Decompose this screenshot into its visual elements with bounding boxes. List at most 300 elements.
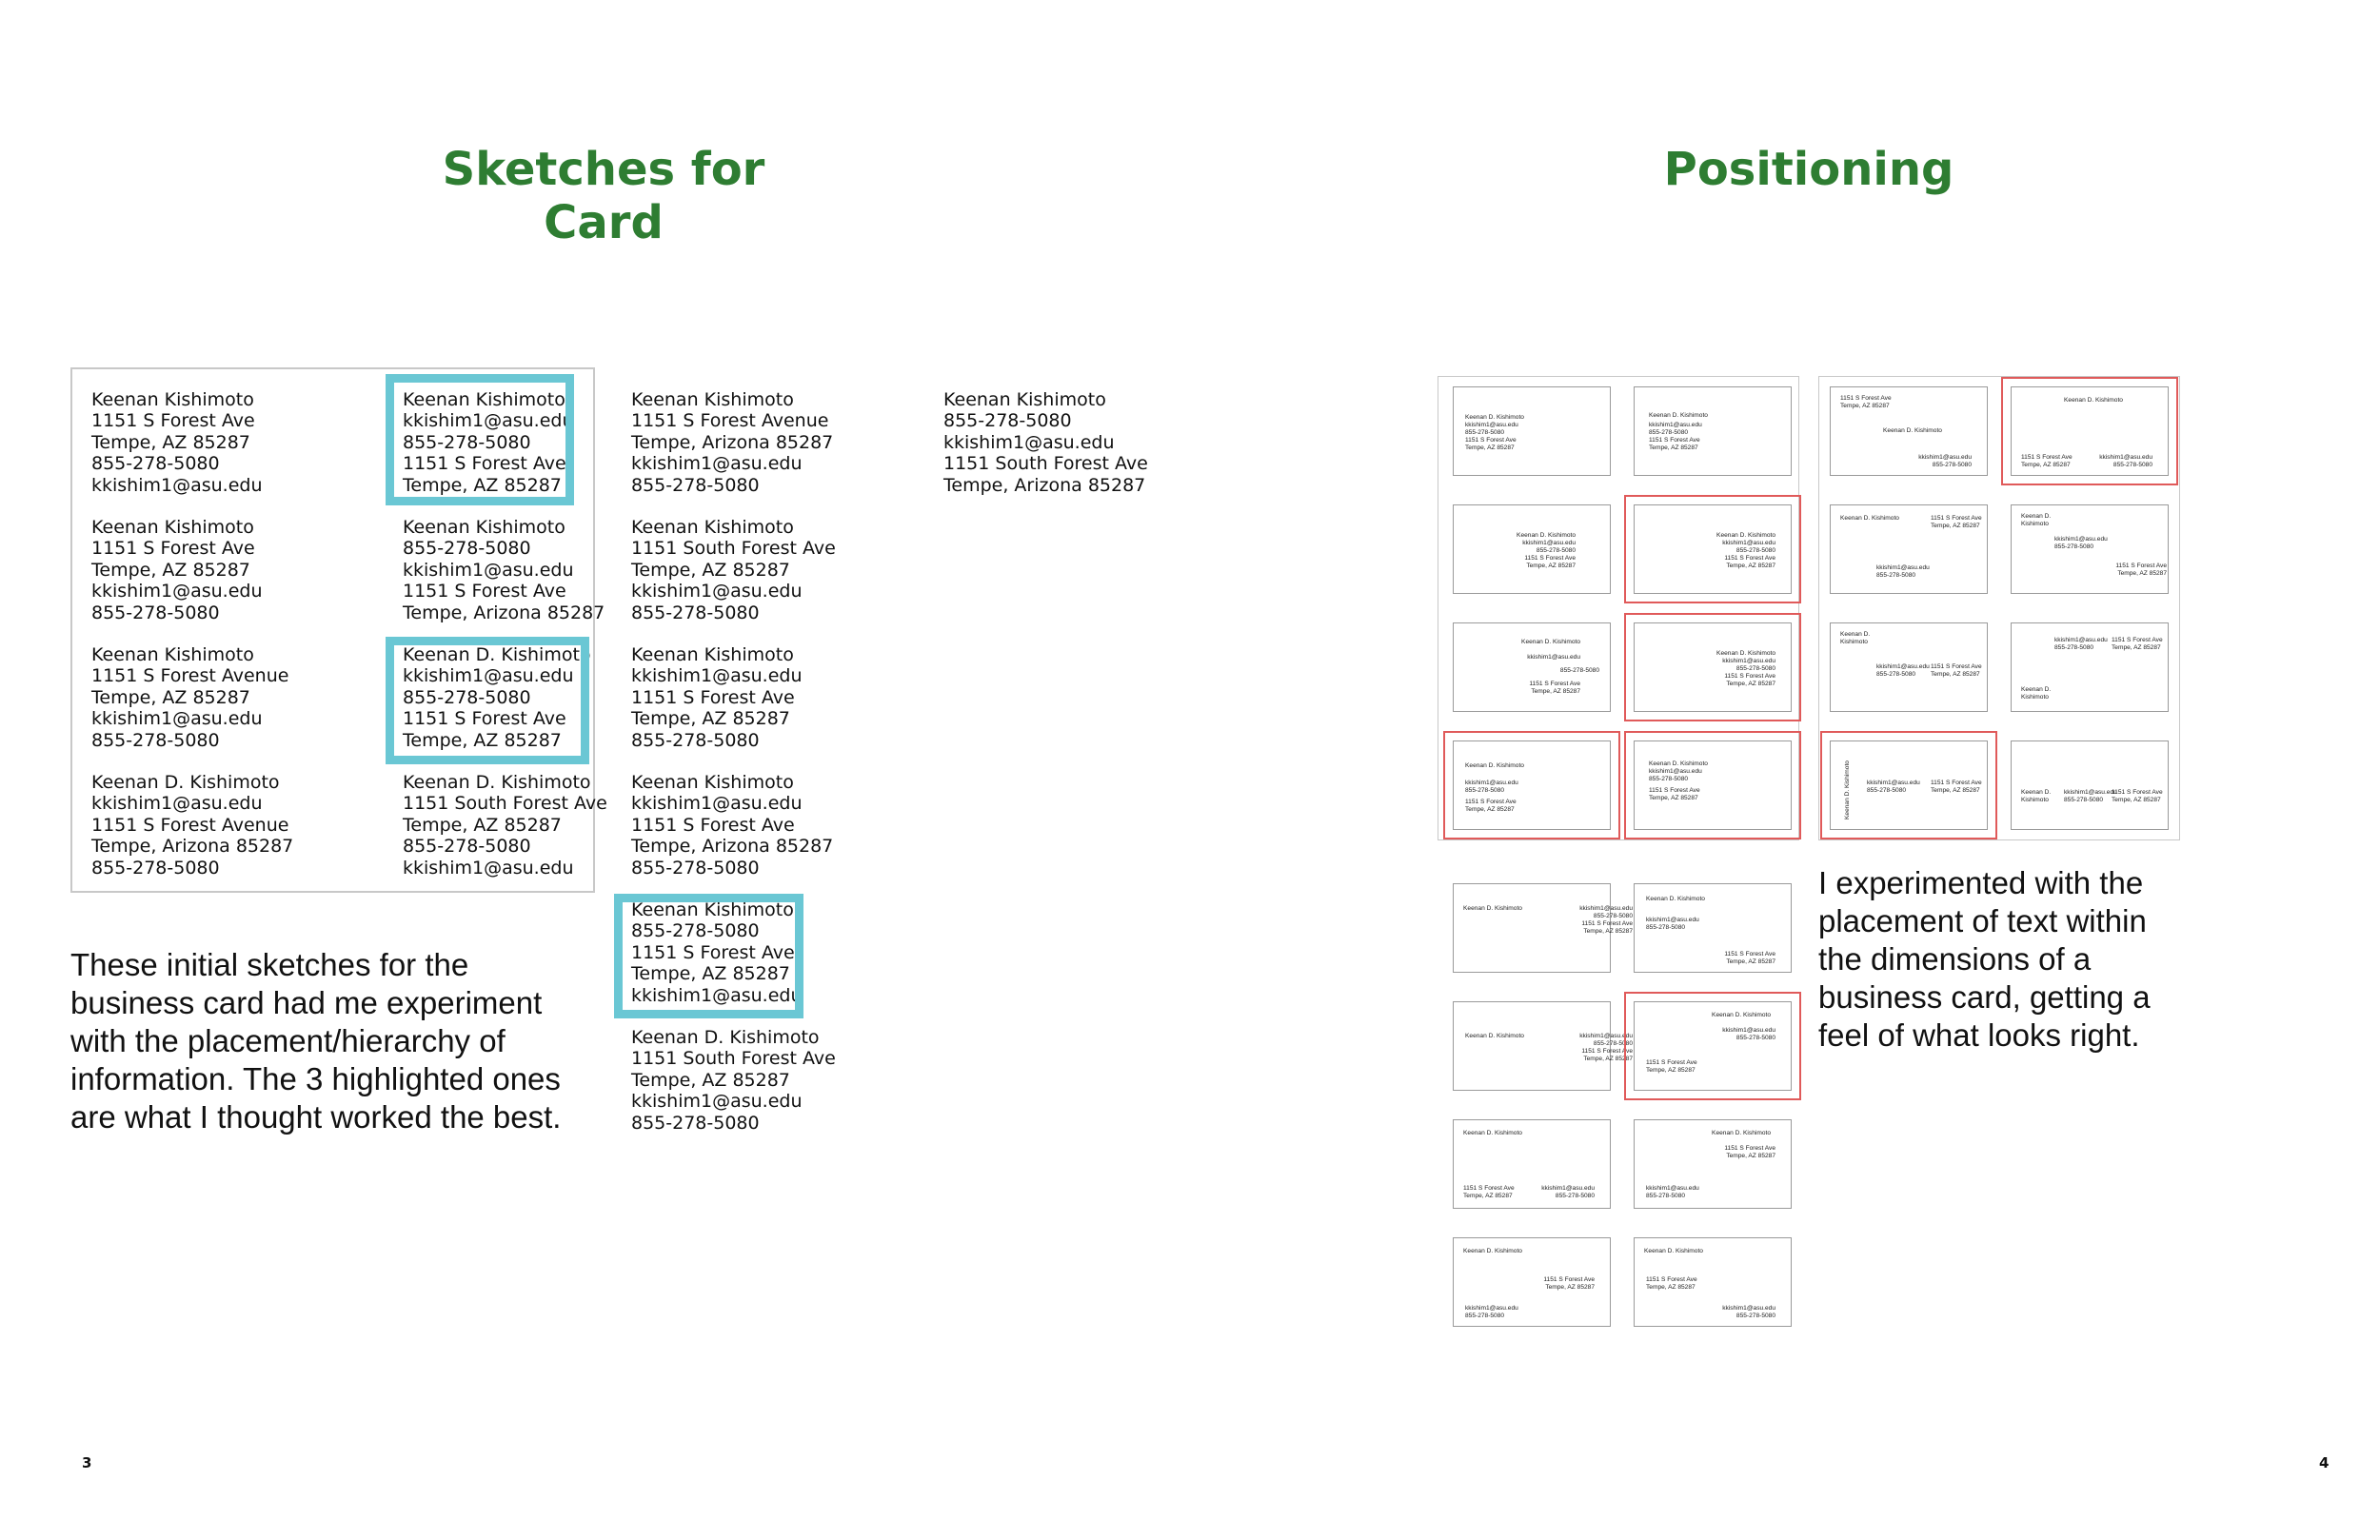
thumbnail-text-group (1931, 515, 1982, 530)
thumbnail-text-group (2115, 563, 2167, 578)
card-thumbnail (1453, 386, 1611, 476)
thumbnail-text-group (1465, 1033, 1524, 1040)
thumbnail-text-group (2054, 637, 2108, 652)
sketch-line: 855-278-5080 (91, 857, 220, 879)
sketch-line: Tempe, Arizona 85287 (631, 836, 834, 858)
thumbnail-text-group (1465, 780, 1518, 795)
thumbnail-line: Tempe, AZ 85287 (1649, 795, 1698, 801)
thumbnail-text-group (1649, 760, 1708, 783)
thumbnail-text-group (1517, 532, 1576, 570)
thumbnail-line: 1151 S Forest Ave (1581, 920, 1633, 927)
thumbnail-line: kkishim1@asu.edu (2099, 454, 2152, 461)
sketch-line: Tempe, AZ 85287 (631, 1069, 790, 1091)
thumbnail-text-group (1840, 515, 1899, 523)
thumbnail-line: Tempe, AZ 85287 (1931, 671, 1980, 678)
thumbnail-line: Keenan D. Kishimoto (1463, 905, 1522, 912)
sketch-line: 855-278-5080 (631, 474, 760, 496)
sketch-line: 1151 S Forest Ave (631, 686, 795, 708)
sketch-line: Keenan Kishimoto (91, 389, 254, 410)
sketch-line: kkishim1@asu.edu (631, 581, 803, 602)
thumbnail-line: 855-278-5080 (2112, 462, 2152, 468)
thumbnail-line: Tempe, AZ 85287 (1465, 806, 1515, 813)
thumbnail-line: 1151 S Forest Ave (2021, 454, 2073, 461)
sketch-block (631, 772, 833, 879)
thumbnail-line: kkishim1@asu.edu (1579, 1033, 1633, 1039)
thumbnail-line: Keenan D. (2021, 513, 2052, 520)
thumbnail-text-group (1876, 663, 1930, 679)
sketch-line: Tempe, AZ 85287 (631, 559, 790, 581)
card-thumbnail (1634, 1119, 1792, 1209)
thumbnail-line: 855-278-5080 (1465, 787, 1505, 794)
thumbnail-line: kkishim1@asu.edu (1465, 422, 1518, 428)
thumbnail-line: Tempe, AZ 85287 (1840, 403, 1890, 409)
sketch-line: Tempe, Arizona 85287 (403, 602, 605, 623)
thumbnail-line: Tempe, AZ 85287 (2112, 797, 2161, 803)
sketch-line: Keenan Kishimoto (631, 517, 794, 538)
thumbnail-line: Tempe, AZ 85287 (1646, 1284, 1696, 1291)
sketch-line: 855-278-5080 (403, 431, 531, 453)
thumbnail-text-group (2064, 397, 2123, 405)
thumbnail-vertical-name: Keenan D. Kishimoto (1844, 760, 1851, 819)
sketch-line: Tempe, Arizona 85287 (631, 431, 834, 453)
sketches-caption: These initial sketches for the business card had me experiment with the placement/hierarchy of information. The 3 highlighted ones are what I thought worked the best. (70, 947, 562, 1135)
thumbnail-line: kkishim1@asu.edu (1649, 768, 1702, 775)
card-thumbnail (1634, 883, 1792, 973)
thumbnail-line: Keenan D. Kishimoto (1716, 532, 1775, 539)
thumbnail-text-group (2112, 789, 2163, 804)
thumbnail-line: 1151 S Forest Ave (1465, 437, 1517, 444)
thumbnail-line: Tempe, AZ 85287 (1726, 958, 1775, 965)
sketch-block (631, 1027, 836, 1134)
sketch-block (631, 389, 833, 496)
thumbnail-text-group (2099, 454, 2152, 469)
card-thumbnail-highlighted (1830, 740, 1988, 830)
sketch-line: 1151 S Forest Ave (631, 814, 795, 836)
thumbnail-line: Tempe, AZ 85287 (1463, 1193, 1513, 1199)
thumbnail-line: 1151 S Forest Ave (1931, 515, 1982, 522)
thumbnail-line: 1151 S Forest Ave (1524, 555, 1576, 562)
thumbnail-line: Tempe, AZ 85287 (1931, 787, 1980, 794)
sketch-line: Tempe, Arizona 85287 (943, 474, 1146, 496)
sketch-line: 855-278-5080 (631, 857, 760, 879)
sketch-block (91, 389, 263, 496)
thumbnail-line: 855-278-5080 (1649, 429, 1689, 436)
card-thumbnail (1453, 1119, 1611, 1209)
sketch-block (631, 644, 803, 751)
thumbnail-line: Tempe, AZ 85287 (1726, 681, 1775, 687)
sketch-line: Tempe, AZ 85287 (91, 559, 250, 581)
card-thumbnail (1634, 1237, 1792, 1327)
sketch-line: 1151 S Forest Ave (403, 581, 566, 602)
highlight-box-1 (386, 374, 574, 505)
thumbnail-line: kkishim1@asu.edu (1522, 540, 1576, 546)
thumbnail-line: 855-278-5080 (1735, 547, 1775, 554)
sketch-line: kkishim1@asu.edu (631, 1091, 803, 1113)
thumbnail-text-group (1840, 631, 1870, 646)
thumbnail-text-group (1543, 1276, 1595, 1292)
card-thumbnail (1453, 1001, 1633, 1091)
thumbnail-line: kkishim1@asu.edu (2054, 536, 2108, 543)
thumbnail-line: Keenan D. Kishimoto (1649, 412, 1708, 419)
sketch-line: kkishim1@asu.edu (403, 559, 574, 581)
positioning-caption: I experimented with the placement of text within the dimensions of a business card, getting a feel of what looks right. (1818, 865, 2151, 1053)
thumbnail-line: 855-278-5080 (1649, 776, 1689, 782)
thumbnail-text-group (1649, 422, 1702, 452)
thumbnail-line: Keenan D. Kishimoto (1646, 896, 1705, 902)
sketch-line: Keenan Kishimoto (631, 899, 794, 920)
sketch-line: kkishim1@asu.edu (403, 410, 574, 432)
thumbnail-line: Keenan D. Kishimoto (1463, 1248, 1522, 1254)
thumbnail-line: 1151 S Forest Ave (1724, 555, 1775, 562)
sketch-line: 1151 S Forest Ave (403, 453, 566, 475)
thumbnail-line: Tempe, AZ 85287 (1583, 928, 1633, 935)
thumbnail-line: 855-278-5080 (1465, 1313, 1505, 1319)
thumbnail-text-group (1463, 905, 1522, 913)
sketch-line: 1151 South Forest Ave (403, 793, 607, 815)
sketch-line: kkishim1@asu.edu (91, 581, 263, 602)
thumbnail-line: 1151 S Forest Ave (1724, 951, 1775, 958)
sketch-line: 855-278-5080 (403, 686, 531, 708)
card-thumbnail (1830, 622, 1988, 712)
thumbnail-line: kkishim1@asu.edu (1876, 663, 1930, 670)
thumbnail-line: 855-278-5080 (1593, 913, 1633, 919)
thumbnail-line: 1151 S Forest Ave (1463, 1185, 1515, 1192)
highlight-box-3 (614, 894, 803, 1018)
thumbnail-line: kkishim1@asu.edu (1465, 1305, 1518, 1312)
thumbnail-text-group (1646, 896, 1705, 903)
thumbnail-text-group (1712, 1012, 1771, 1019)
sketch-line: 855-278-5080 (403, 836, 531, 858)
thumbnail-line: 1151 S Forest Ave (1931, 663, 1982, 670)
thumbnail-line: Tempe, AZ 85287 (1646, 1067, 1696, 1074)
thumbnail-text-group (1867, 780, 1920, 795)
thumbnail-text-group (1465, 1305, 1518, 1320)
card-thumbnail-highlighted (1634, 740, 1792, 830)
sketch-line: 855-278-5080 (91, 453, 220, 475)
thumbnail-text-group (1646, 1276, 1697, 1292)
sketch-line: Tempe, AZ 85287 (631, 963, 790, 985)
thumbnail-text-group (1712, 1130, 1771, 1137)
sketch-line: 1151 S Forest Avenue (91, 814, 289, 836)
thumbnail-line: kkishim1@asu.edu (1722, 540, 1775, 546)
sketch-line: 1151 South Forest Ave (631, 1048, 836, 1070)
page-number-left: 3 (82, 1454, 92, 1471)
thumbnail-text-group (1521, 639, 1580, 646)
thumbnail-line: 1151 S Forest Ave (1931, 780, 1982, 786)
thumbnail-text-group (1463, 1185, 1515, 1200)
sketch-block (403, 772, 607, 879)
sketch-line: Tempe, AZ 85287 (631, 708, 790, 730)
card-thumbnail (1453, 1237, 1611, 1327)
thumbnail-line: Kishimoto (2021, 521, 2049, 527)
thumbnail-text-group (1876, 564, 1930, 580)
thumbnail-text-group (1722, 1305, 1775, 1320)
sketch-line: kkishim1@asu.edu (403, 857, 574, 879)
thumbnail-text-group (1722, 1027, 1775, 1042)
thumbnail-line: kkishim1@asu.edu (1867, 780, 1920, 786)
sketch-line: Keenan Kishimoto (91, 644, 254, 665)
sketch-line: kkishim1@asu.edu (631, 793, 803, 815)
sketch-line: 855-278-5080 (943, 410, 1072, 432)
thumbnail-text-group (1918, 454, 1972, 469)
thumbnail-line: Keenan D. Kishimoto (1840, 515, 1899, 522)
sketch-line: Keenan D. Kishimoto (91, 772, 280, 793)
thumbnail-line: Tempe, AZ 85287 (1931, 523, 1980, 529)
thumbnail-line: 855-278-5080 (1735, 1313, 1775, 1319)
thumbnail-line: 1151 S Forest Ave (2112, 637, 2163, 643)
sketch-line: 855-278-5080 (631, 920, 760, 942)
thumbnail-line: 1151 S Forest Ave (1724, 673, 1775, 680)
sketch-line: Keenan D. Kishimoto (403, 644, 591, 665)
thumbnail-line: Keenan D. (1840, 631, 1871, 638)
sketch-line: 855-278-5080 (631, 729, 760, 751)
thumbnail-line: 855-278-5080 (1555, 1193, 1595, 1199)
thumbnail-text-group (1527, 654, 1580, 661)
sketch-line: 1151 S Forest Avenue (91, 665, 289, 687)
positioning-title: Positioning (1663, 143, 1954, 196)
thumbnail-text-group (1644, 1248, 1703, 1255)
thumbnail-line: kkishim1@asu.edu (1722, 658, 1775, 664)
card-thumbnail (1830, 386, 1988, 476)
thumbnail-text-group (1465, 799, 1517, 814)
thumbnail-line: 1151 S Forest Ave (1724, 1145, 1775, 1152)
sketch-line: kkishim1@asu.edu (91, 793, 263, 815)
thumbnail-line: Tempe, AZ 85287 (2117, 570, 2167, 577)
card-thumbnail (2011, 504, 2169, 594)
thumbnail-line: 1151 S Forest Ave (1649, 787, 1700, 794)
sketch-line: 855-278-5080 (631, 602, 760, 623)
thumbnail-text-group (1840, 395, 1892, 410)
thumbnail-line: Tempe, AZ 85287 (1583, 1056, 1633, 1062)
card-thumbnail-highlighted (1634, 622, 1792, 712)
thumbnail-line: Kishimoto (1840, 639, 1868, 645)
thumbnail-line: 1151 S Forest Ave (1840, 395, 1892, 402)
thumbnail-line: Tempe, AZ 85287 (1526, 563, 1576, 569)
sketch-block (91, 772, 293, 879)
sketch-line: Keenan Kishimoto (403, 517, 565, 538)
thumbnail-line: Tempe, AZ 85287 (1545, 1284, 1595, 1291)
thumbnail-line: 855-278-5080 (1876, 671, 1916, 678)
thumbnail-line: Keenan D. Kishimoto (2064, 397, 2123, 404)
card-thumbnail (2011, 622, 2169, 712)
thumbnail-line: 855-278-5080 (2054, 644, 2094, 651)
thumbnail-line: 855-278-5080 (1593, 1040, 1633, 1047)
thumbnail-line: 855-278-5080 (1876, 572, 1916, 579)
thumbnail-text-group (1716, 650, 1775, 688)
sketch-line: 1151 S Forest Ave (403, 708, 566, 730)
thumbnail-text-group (1560, 667, 1599, 675)
sketch-block (631, 517, 836, 623)
card-thumbnail-highlighted (1634, 504, 1792, 594)
thumbnail-text-group (2021, 686, 2051, 701)
sketch-block (403, 517, 605, 623)
thumbnail-text-group (1463, 1248, 1522, 1255)
thumbnail-line: 855-278-5080 (1735, 1035, 1775, 1041)
thumbnail-line: Keenan D. Kishimoto (1883, 427, 1942, 434)
thumbnail-line: Keenan D. Kishimoto (1517, 532, 1576, 539)
thumbnail-line: Kishimoto (2021, 797, 2049, 803)
thumbnail-line: kkishim1@asu.edu (2054, 637, 2108, 643)
thumbnail-line: kkishim1@asu.edu (1646, 1185, 1699, 1192)
thumbnail-line: 855-278-5080 (1646, 1193, 1686, 1199)
sketch-line: Tempe, AZ 85287 (403, 474, 562, 496)
thumbnail-line: kkishim1@asu.edu (1918, 454, 1972, 461)
sketch-line: kkishim1@asu.edu (631, 453, 803, 475)
thumbnail-line: Kishimoto (2021, 694, 2049, 701)
thumbnail-line: 1151 S Forest Ave (1543, 1276, 1595, 1283)
thumbnail-text-group (1646, 1059, 1697, 1075)
thumbnail-text-group (1646, 917, 1699, 932)
thumbnail-line: 855-278-5080 (2054, 543, 2094, 550)
page-number-right: 4 (2319, 1454, 2330, 1471)
thumbnail-line: Keenan D. Kishimoto (1521, 639, 1580, 645)
thumbnail-text-group (1724, 1145, 1775, 1160)
thumbnail-text-group (1931, 663, 1982, 679)
highlight-box-2 (386, 637, 589, 764)
thumbnail-line: kkishim1@asu.edu (2064, 789, 2117, 796)
thumbnail-text-group (1465, 414, 1524, 452)
sketch-line: 855-278-5080 (403, 538, 531, 560)
card-thumbnail-highlighted (1634, 1001, 1792, 1091)
card-thumbnail-highlighted (1453, 740, 1611, 830)
thumbnail-text-group (1541, 1185, 1595, 1200)
thumbnail-text-group (1883, 427, 1942, 435)
thumbnail-line: 1151 S Forest Ave (1646, 1276, 1697, 1283)
sketch-line: Tempe, AZ 85287 (91, 686, 250, 708)
thumbnail-line: kkishim1@asu.edu (1579, 905, 1633, 912)
sketch-line: Tempe, Arizona 85287 (91, 836, 294, 858)
thumbnail-line: kkishim1@asu.edu (1465, 780, 1518, 786)
thumbnail-text-group (1465, 762, 1524, 770)
thumbnail-line: Keenan D. Kishimoto (1712, 1012, 1771, 1018)
sketch-line: 1151 South Forest Ave (631, 538, 836, 560)
sketch-line: kkishim1@asu.edu (403, 665, 574, 687)
sketch-block (943, 389, 1148, 496)
thumbnail-line: Keenan D. Kishimoto (1465, 762, 1524, 769)
thumbnail-text-group (2021, 454, 2073, 469)
sketch-line: kkishim1@asu.edu (943, 431, 1115, 453)
card-thumbnail-highlighted (2011, 386, 2169, 476)
thumbnail-text-group (1724, 951, 1775, 966)
card-thumbnail (2011, 740, 2169, 830)
thumbnail-line: 1151 S Forest Ave (2115, 563, 2167, 569)
thumbnail-line: Keenan D. Kishimoto (1644, 1248, 1703, 1254)
sketch-line: 1151 South Forest Ave (943, 453, 1148, 475)
thumbnail-line: Keenan D. Kishimoto (1463, 1130, 1522, 1136)
sketch-block (91, 644, 288, 751)
sketch-line: Tempe, AZ 85287 (91, 431, 250, 453)
thumbnail-text-group (2112, 637, 2163, 652)
thumbnail-line: Tempe, AZ 85287 (1649, 444, 1698, 451)
thumbnail-line: kkishim1@asu.edu (1722, 1305, 1775, 1312)
sketch-line: 855-278-5080 (631, 1112, 760, 1134)
thumbnail-line: 1151 S Forest Ave (1465, 799, 1517, 805)
thumbnail-line: kkishim1@asu.edu (1649, 422, 1702, 428)
sketch-line: 1151 S Forest Ave (631, 941, 795, 963)
sketch-line: Keenan Kishimoto (91, 517, 254, 538)
sketch-line: Keenan Kishimoto (631, 772, 794, 793)
thumbnail-line: 1151 S Forest Ave (1581, 1048, 1633, 1055)
thumbnail-line: Keenan D. Kishimoto (1465, 1033, 1524, 1039)
sketch-line: Keenan D. Kishimoto (631, 1027, 820, 1048)
thumbnail-line: kkishim1@asu.edu (1646, 917, 1699, 923)
card-thumbnail (1453, 883, 1633, 973)
thumbnail-line: Keenan D. (2021, 686, 2052, 693)
thumbnail-line: Tempe, AZ 85287 (1726, 1153, 1775, 1159)
thumbnail-line: Keenan D. (2021, 789, 2052, 796)
thumbnail-text-group (1579, 905, 1633, 936)
thumbnail-text-group (2021, 513, 2051, 528)
thumbnail-line: Tempe, AZ 85287 (1531, 688, 1580, 695)
sketch-line: 855-278-5080 (91, 602, 220, 623)
thumbnail-text-group (1646, 1185, 1699, 1200)
thumbnail-line: 855-278-5080 (1867, 787, 1907, 794)
sketch-line: kkishim1@asu.edu (631, 665, 803, 687)
thumbnail-text-group (1716, 532, 1775, 570)
thumbnail-line: Keenan D. Kishimoto (1716, 650, 1775, 657)
sketch-line: Keenan Kishimoto (943, 389, 1106, 410)
sketch-line: Keenan Kishimoto (403, 389, 565, 410)
sketch-line: 855-278-5080 (91, 729, 220, 751)
thumbnail-line: 855-278-5080 (1932, 462, 1972, 468)
thumbnail-line: 1151 S Forest Ave (1646, 1059, 1697, 1066)
thumbnail-line: kkishim1@asu.edu (1722, 1027, 1775, 1034)
thumbnail-line: kkishim1@asu.edu (1541, 1185, 1595, 1192)
thumbnail-text-group (1649, 412, 1708, 420)
thumbnail-line: 855-278-5080 (1465, 429, 1505, 436)
sketch-line: kkishim1@asu.edu (91, 708, 263, 730)
thumbnail-line: Tempe, AZ 85287 (1726, 563, 1775, 569)
thumbnail-text-group (1579, 1033, 1633, 1063)
thumbnail-line: Tempe, AZ 85287 (2021, 462, 2071, 468)
sketch-line: 1151 S Forest Avenue (631, 410, 829, 432)
thumbnail-line: kkishim1@asu.edu (1876, 564, 1930, 571)
thumbnail-line: 855-278-5080 (1735, 665, 1775, 672)
thumbnail-line: Tempe, AZ 85287 (1465, 444, 1515, 451)
thumbnail-line: 1151 S Forest Ave (2112, 789, 2163, 796)
thumbnail-line: 855-278-5080 (2064, 797, 2104, 803)
card-thumbnail (1830, 504, 1988, 594)
thumbnail-line: 855-278-5080 (1559, 667, 1599, 674)
sketch-line: kkishim1@asu.edu (631, 984, 803, 1006)
sketch-block (91, 517, 263, 623)
sketch-line: Tempe, AZ 85287 (403, 729, 562, 751)
card-thumbnail (1453, 504, 1611, 594)
thumbnail-text-group (2054, 536, 2108, 551)
thumbnail-line: Keenan D. Kishimoto (1465, 414, 1524, 421)
thumbnail-line: kkishim1@asu.edu (1527, 654, 1580, 661)
sketch-line: 1151 S Forest Ave (91, 410, 255, 432)
thumbnail-line: Keenan D. Kishimoto (1712, 1130, 1771, 1136)
thumbnail-line: Keenan D. Kishimoto (1649, 760, 1708, 767)
thumbnail-line: Tempe, AZ 85287 (2112, 644, 2161, 651)
card-thumbnail (1634, 386, 1792, 476)
sketches-title: Sketches for Card (442, 143, 765, 249)
sketch-line: 1151 S Forest Ave (91, 538, 255, 560)
sketch-line: Keenan Kishimoto (631, 389, 794, 410)
thumbnail-line: 855-278-5080 (1646, 924, 1686, 931)
sketch-line: Tempe, AZ 85287 (403, 814, 562, 836)
thumbnail-line: 1151 S Forest Ave (1529, 681, 1580, 687)
sketch-line: Keenan Kishimoto (631, 644, 794, 665)
thumbnail-text-group (2064, 789, 2117, 804)
thumbnail-text-group (1931, 780, 1982, 795)
thumbnail-text-group (1529, 681, 1580, 696)
sketch-line: kkishim1@asu.edu (91, 474, 263, 496)
thumbnail-line: 855-278-5080 (1536, 547, 1576, 554)
thumbnail-line: 1151 S Forest Ave (1649, 437, 1700, 444)
card-thumbnail (1453, 622, 1611, 712)
